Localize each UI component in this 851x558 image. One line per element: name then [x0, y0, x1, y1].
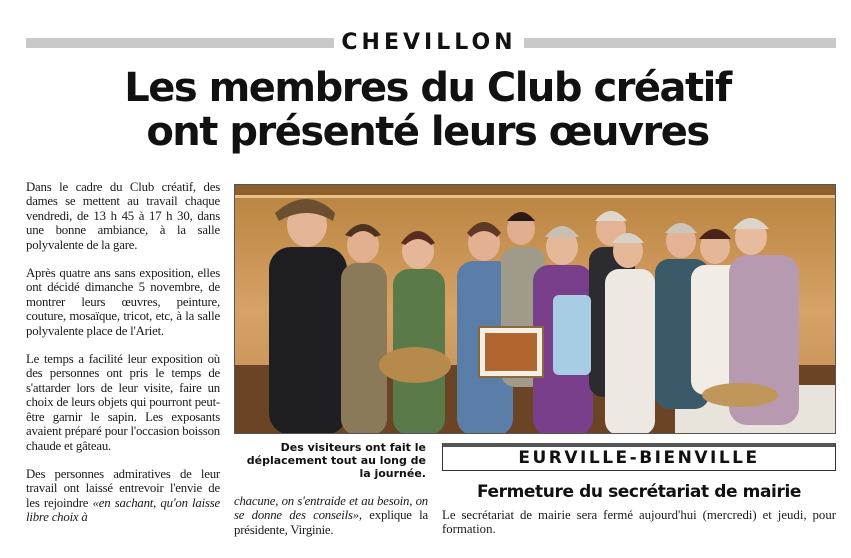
article-continuation — [234, 494, 428, 537]
section-label: CHEVILLON — [334, 30, 524, 56]
article-column-left — [26, 180, 220, 539]
article-paragraph-2: Après quatre ans sans exposition, elles ont décidé dimanche 5 novembre, de montrer leurs œuvres, peinture, couture, mosaïque, tricot, etc, à la salle polyvalente place de l'Ariet. — [26, 266, 220, 338]
headline-line-2: ont présenté leurs œuvres — [146, 109, 709, 155]
article-quote-start: «en sachant, qu'on laisse libre choix à — [26, 495, 220, 525]
photo-illustration — [235, 185, 836, 434]
article-paragraph-4 — [26, 467, 220, 525]
article-quote-continued: chacune, on s'entraide et au besoin, on se donne des conseils», — [234, 494, 428, 523]
article-paragraph-1: Dans le cadre du Club créatif, des dames se mettent au travail chaque vendredi, de 13 h 45 à 17 h 30, dans une bonne ambiance, à la salle polyvalente de la gare. — [26, 180, 220, 252]
brief-body: Le secrétariat de mairie sera fermé aujourd'hui (mercredi) et jeudi, pour formation. — [442, 508, 836, 537]
brief-title: Fermeture du secrétariat de mairie — [476, 482, 802, 502]
article-continuation-text: explique la présidente, Virginie. — [234, 508, 428, 537]
group-photo — [234, 184, 836, 434]
article-paragraph-3: Le temps a facilité leur exposition où des personnes ont pris le temps de s'attarder lors de leur visite, faire un choix de leurs objets qui pourront peut-être garnir le sapin. Les exposants avaient préparé pour l'occasion boisson chaude et gâteau. — [26, 352, 220, 453]
article-paragraph-4-text: Des personnes admiratives de leur travail ont laissé entrevoir l'envie de les rejoindre — [26, 466, 220, 510]
photo-caption: Des visiteurs ont fait le déplacement tout au long de la journée. — [246, 441, 426, 480]
brief-section-label: EURVILLE-BIENVILLE — [442, 443, 836, 471]
article-column-continued — [234, 494, 428, 537]
headline — [60, 66, 795, 154]
headline-line-1: Les membres du Club créatif — [124, 65, 731, 111]
